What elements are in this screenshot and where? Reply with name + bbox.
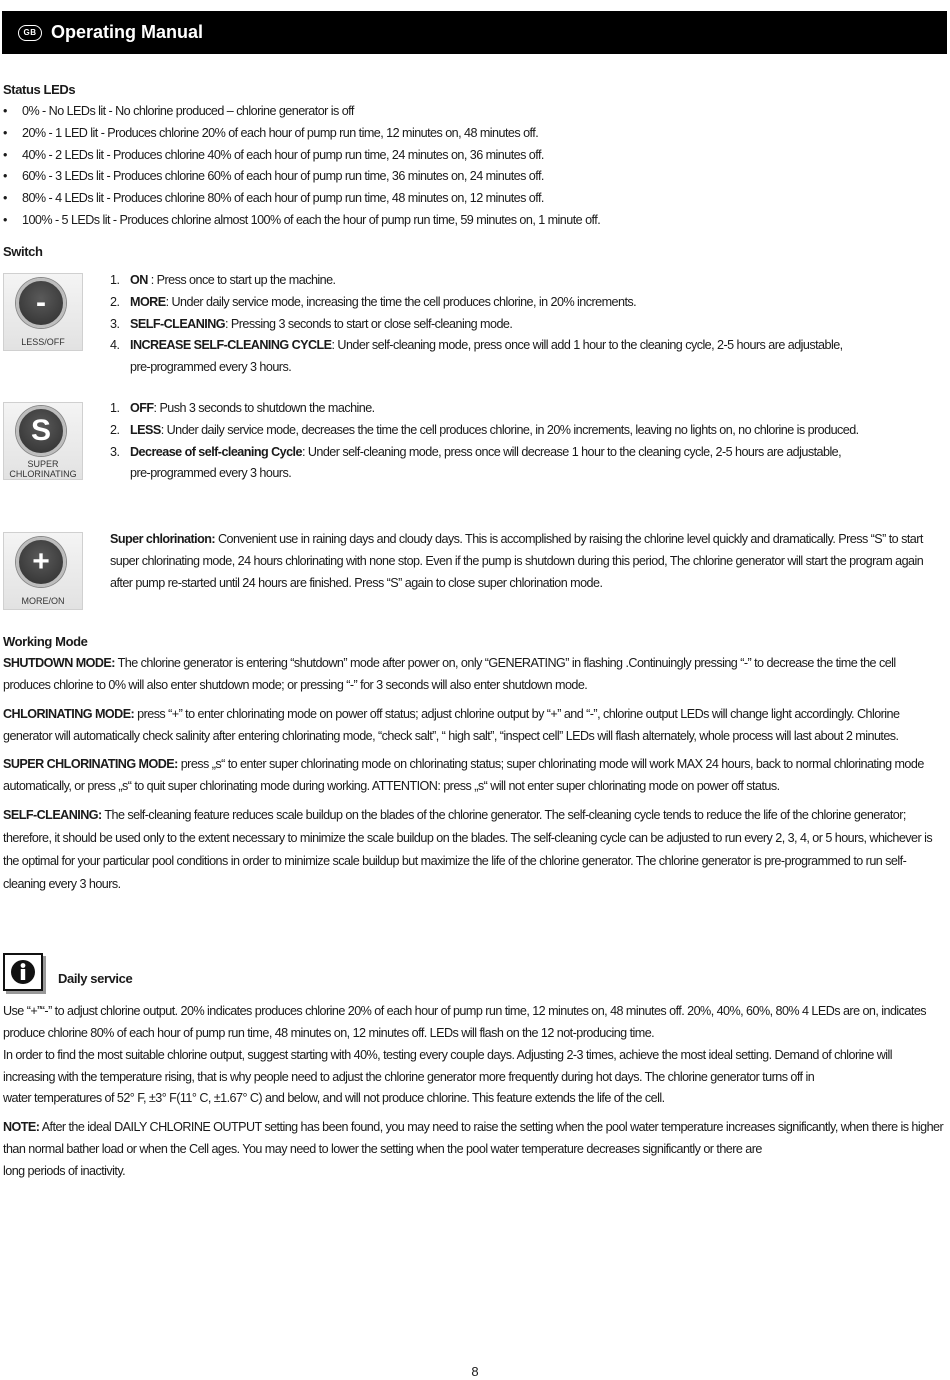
mode-term: SELF-CLEANING: [3, 808, 102, 822]
list-item: • 0% - No LEDs lit - No chlorine produced – chlorine generator is off [3, 101, 903, 123]
mode-text: press “+” to enter chlorinating mode on power off status; adjust chlorine output by “+” and “-”, chlorine output LEDs will change light accordingly. Chlorine generator will automatically check salinity after entering chlorinating mode, “check salt”, “ high salt”, “inspect cell” LEDs will flash alternately, whole process will last about 2 minutes. [3, 707, 900, 743]
minus-button-icon: - [16, 278, 66, 328]
button-caption: MORE/ON [21, 596, 65, 606]
list-item [110, 442, 870, 486]
super-chlorination-text: Convenient use in raining days and cloudy days. This is accomplished by raising the chlorine level quickly and dramatically. Press “S” to start super chlorinating mode, 24 hours chlorinating with none stop. Even if the pump is shutdown during this period, The chlorine generator will start the program again after pump re-started until 24 hours are finished. Press “S” again to close super chlorination mode. [110, 532, 924, 590]
plus-button-icon: + [16, 537, 66, 587]
mode-text: The chlorine generator is entering “shutdown” mode after power on, only “GENERATING” in flashing .Continuingly pressing “-” to decrease the time the cell produces chlorine to 0% will also enter shutdown mode; or pressing “-” for 3 seconds will also enter shutdown mode. [3, 656, 896, 692]
button-caption: LESS/OFF [21, 337, 65, 347]
super-chlorinating-steps [110, 398, 870, 485]
list-item [110, 335, 870, 379]
step-text: : Under self-cleaning mode, press once will add 1 hour to the cleaning cycle, 2-5 hours are adjustable, [331, 338, 843, 353]
list-item [110, 270, 870, 292]
status-leds-list [3, 101, 903, 232]
list-item: • 100% - 5 LEDs lit - Produces chlorine almost 100% of each the hour of pump run time, 59 minutes on, 1 minute off. [3, 210, 903, 232]
step-term: INCREASE SELF-CLEANING CYCLE [130, 338, 332, 353]
daily-service-paragraph: water temperatures of 52° F, ±3° F(11° C, ±1.67° C) and below, and will not produce chlorine. This feature extends the life of the cell. [3, 1091, 665, 1105]
step-number: 1. [110, 401, 120, 415]
note-term: NOTE: [3, 1120, 40, 1134]
super-chlorinating-mode-paragraph [3, 754, 945, 798]
step-term: Decrease of self-cleaning Cycle [130, 444, 302, 459]
gb-language-badge: GB [18, 25, 42, 41]
button-caption: SUPER [27, 459, 59, 469]
working-mode-heading: Working Mode [3, 634, 88, 649]
step-text: : Under self-cleaning mode, press once will decrease 1 hour to the cleaning cycle, 2-5 hours are adjustable, [301, 444, 842, 459]
mode-text: The self-cleaning feature reduces scale buildup on the blades of the chlorine generator. The self-cleaning cycle tends to reduce the life of the chlorine generator; therefore, it should be used only to the extent necessary to minimize the scale buildup on the blades. The self-cleaning cycle can be adjusted to run every 2, 3, 4, or 5 hours, whichever is the optimal for your particular pool conditions in order to minimize scale buildup but maximize the life of the chlorine generator. The chlorine generator is pre-programmed to run self-cleaning every 3 hours. [3, 808, 933, 891]
super-chlorination-term: Super chlorination: [110, 532, 215, 546]
step-text: : Pressing 3 seconds to start or close self-cleaning mode. [225, 316, 513, 331]
s-button-icon: S [16, 406, 66, 456]
step-number: 1. [110, 273, 120, 287]
status-leds-heading: Status LEDs [3, 82, 76, 97]
mode-term: CHLORINATING MODE: [3, 707, 135, 721]
step-number: 3. [110, 316, 120, 331]
list-item: • 20% - 1 LED lit - Produces chlorine 20% of each hour of pump run time, 12 minutes on, 48 minutes off. [3, 123, 903, 145]
info-icon [3, 953, 43, 991]
shutdown-mode-paragraph [3, 653, 945, 697]
step-number: 2. [110, 422, 120, 437]
self-cleaning-paragraph [3, 804, 945, 896]
list-item: • 60% - 3 LEDs lit - Produces chlorine 60% of each hour of pump run time, 36 minutes on, 24 minutes off. [3, 166, 903, 188]
button-caption: CHLORINATING [9, 469, 77, 479]
super-chlorinating-button-image [3, 402, 83, 480]
less-off-button-image [3, 273, 83, 351]
more-on-button-image [3, 532, 83, 610]
daily-service-paragraph: In order to find the most suitable chlorine output, suggest starting with 40%, testing every couple days. Adjusting 2-3 times, achieve the most ideal setting. Demand of chlorine will increasing with the temperature rising, that is why people need to adjust the chlorine generator more frequently during hot days. The chlorine generator turns off in [3, 1048, 893, 1084]
step-term: SELF-CLEANING [130, 316, 225, 331]
step-term: MORE [130, 294, 166, 309]
list-item [110, 420, 870, 442]
chlorinating-mode-paragraph [3, 704, 945, 748]
step-number: 3. [110, 444, 120, 459]
step-text: : Under daily service mode, decreases the time the cell produces chlorine, in 20% increments, leaving no lights on, no chlorine is produced. [160, 422, 859, 437]
note-text: After the ideal DAILY CHLORINE OUTPUT setting has been found, you may need to raise the setting when the pool water temperature increases significantly, when there is higher than normal bather load or when the Cell ages. You may need to lower the setting when the pool water temperature decreases significantly or there are [3, 1120, 944, 1156]
super-chlorination-paragraph [110, 529, 945, 594]
list-item: • 80% - 4 LEDs lit - Produces chlorine 80% of each hour of pump run time, 48 minutes on, 12 minutes off. [3, 188, 903, 210]
step-text-continued: pre-programmed every 3 hours. [130, 360, 292, 375]
step-number: 2. [110, 294, 120, 309]
switch-heading: Switch [3, 244, 43, 259]
less-off-steps [110, 270, 870, 379]
note-paragraph [3, 1117, 945, 1182]
page-title: Operating Manual [51, 22, 204, 42]
step-text: : Under daily service mode, increasing the time the cell produces chlorine, in 20% increments. [165, 294, 637, 309]
mode-term: SUPER CHLORINATING MODE: [3, 757, 178, 771]
step-text: : Press once to start up the machine. [147, 273, 336, 287]
step-text-continued: pre-programmed every 3 hours. [130, 466, 292, 481]
mode-text: press „s“ to enter super chlorinating mode on chlorinating status; super chlorinating mode will work MAX 24 hours, back to normal chlorinating mode automatically, or press „s“ to quit super chlorinating mode during working. ATTENTION: press „s“ will not enter super chlorinating mode on power off status. [3, 757, 924, 793]
daily-service-paragraph: Use “+”“-” to adjust chlorine output. 20% indicates produces chlorine 20% of each hour of pump run time, 12 minutes on, 48 minutes off. 20%, 40%, 60%, 80% 4 LEDs are on, indicates produce chlorine 80% of each hour of pump run time, 48 minutes on, 12 minutes off. LEDs will flash on the 12 not-producing time. [3, 1004, 927, 1040]
step-text: : Push 3 seconds to shutdown the machine. [153, 401, 375, 415]
note-text-continued: long periods of inactivity. [3, 1163, 126, 1178]
step-number: 4. [110, 338, 120, 353]
list-item [110, 398, 870, 420]
step-term: LESS [130, 422, 161, 437]
list-item: • 40% - 2 LEDs lit - Produces chlorine 40% of each hour of pump run time, 24 minutes on, 36 minutes off. [3, 145, 903, 167]
list-item [110, 292, 870, 314]
step-term: ON [130, 273, 148, 287]
step-term: OFF [130, 401, 154, 415]
page-number: 8 [471, 1364, 479, 1379]
list-item [110, 314, 870, 336]
header-bar [2, 11, 947, 54]
daily-service-heading: Daily service [58, 971, 133, 986]
mode-term: SHUTDOWN MODE: [3, 656, 115, 670]
